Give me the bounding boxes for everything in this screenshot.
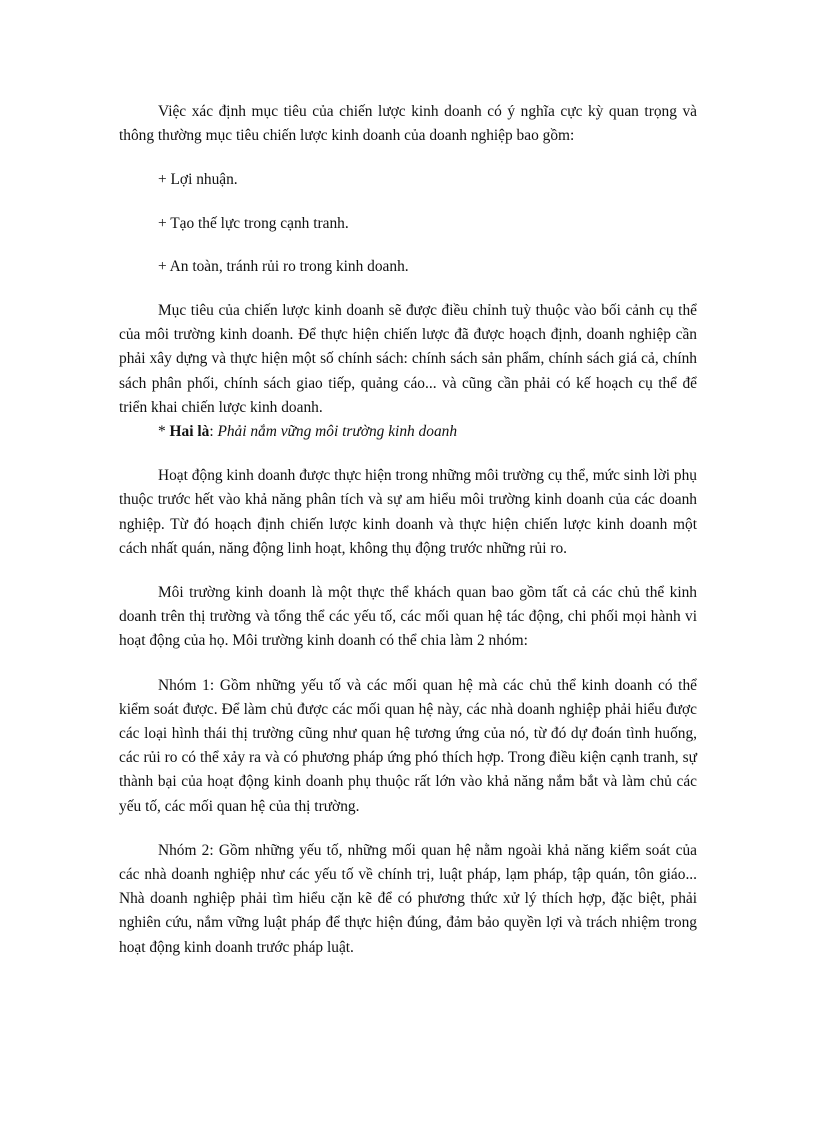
paragraph-business-activity: Hoạt động kinh doanh được thực hiện trong những môi trường cụ thể, mức sinh lời phụ thuộc trước hết vào khả năng phân tích và sự am hiểu môi trường kinh doanh của các doanh nghiệp. Từ đó hoạch định chiến lược kinh doanh và thực hiện chiến lược kinh doanh một cách nhất quán, năng động linh hoạt, không thụ động trước những rủi ro. <box>119 467 697 557</box>
document-page <box>119 100 697 960</box>
heading-bold-label: Hai là <box>169 423 210 441</box>
paragraph-group-two: Nhóm 2: Gồm những yếu tố, những mối quan hệ nằm ngoài khả năng kiểm soát của các nhà doanh nghiệp như các yếu tố về chính trị, luật pháp, lạm pháp, tập quán, tôn giáo... Nhà doanh nghiệp phải tìm hiểu cặn kẽ để có phương thức xử lý thích hợp, đặc biệt, phải nghiên cứu, nắm vững luật pháp để thực hiện đúng, đảm bảo quyền lợi và trách nhiệm trong hoạt động kinh doanh trước pháp luật. <box>119 841 697 956</box>
heading-prefix: * <box>158 423 170 441</box>
section-heading-two <box>119 420 697 444</box>
bullet-profit: + Lợi nhuận. <box>158 171 238 189</box>
bullet-safety: + An toàn, tránh rủi ro trong kinh doanh. <box>158 257 409 275</box>
paragraph-business-environment: Môi trường kinh doanh là một thực thể khách quan bao gồm tất cả các chủ thể kinh doanh trên thị trường và tổng thể các yếu tố, các mối quan hệ tác động, chi phối mọi hành vi hoạt động của họ. Môi trường kinh doanh có thể chia làm 2 nhóm: <box>119 584 697 650</box>
heading-separator: : <box>209 423 218 441</box>
bullet-competitive-power: + Tạo thế lực trong cạnh tranh. <box>158 214 349 232</box>
heading-italic-title: Phải nắm vững môi trường kinh doanh <box>217 423 458 441</box>
paragraph-group-one: Nhóm 1: Gồm những yếu tố và các mối quan hệ mà các chủ thể kinh doanh có thể kiểm soát được. Để làm chủ được các mối quan hệ này, các nhà doanh nghiệp phải hiểu được các loại hình thái thị trường cũng như quan hệ tương ứng của nó, từ đó dự đoán tình huống, các rủi ro có thể xảy ra và có phương pháp ứng phó thích hợp. Trong điều kiện cạnh tranh, sự thành bại của hoạt động kinh doanh phụ thuộc rất lớn vào khả năng nắm bắt và làm chủ các yếu tố, các mối quan hệ của thị trường. <box>119 676 697 815</box>
paragraph-objectives-adjustment: Mục tiêu của chiến lược kinh doanh sẽ được điều chỉnh tuỳ thuộc vào bối cảnh cụ thể của môi trường kinh doanh. Để thực hiện chiến lược đã được hoạch định, doanh nghiệp cần phải xây dựng và thực hiện một số chính sách: chính sách sản phẩm, chính sách giá cả, chính sách phân phối, chính sách giao tiếp, quảng cáo... và cũng cần phải có kế hoạch cụ thể để triển khai chiến lược kinh doanh. <box>119 302 697 416</box>
paragraph-objectives-intro: Việc xác định mục tiêu của chiến lược kinh doanh có ý nghĩa cực kỳ quan trọng và thông thường mục tiêu chiến lược kinh doanh của doanh nghiệp bao gồm: <box>119 103 697 145</box>
